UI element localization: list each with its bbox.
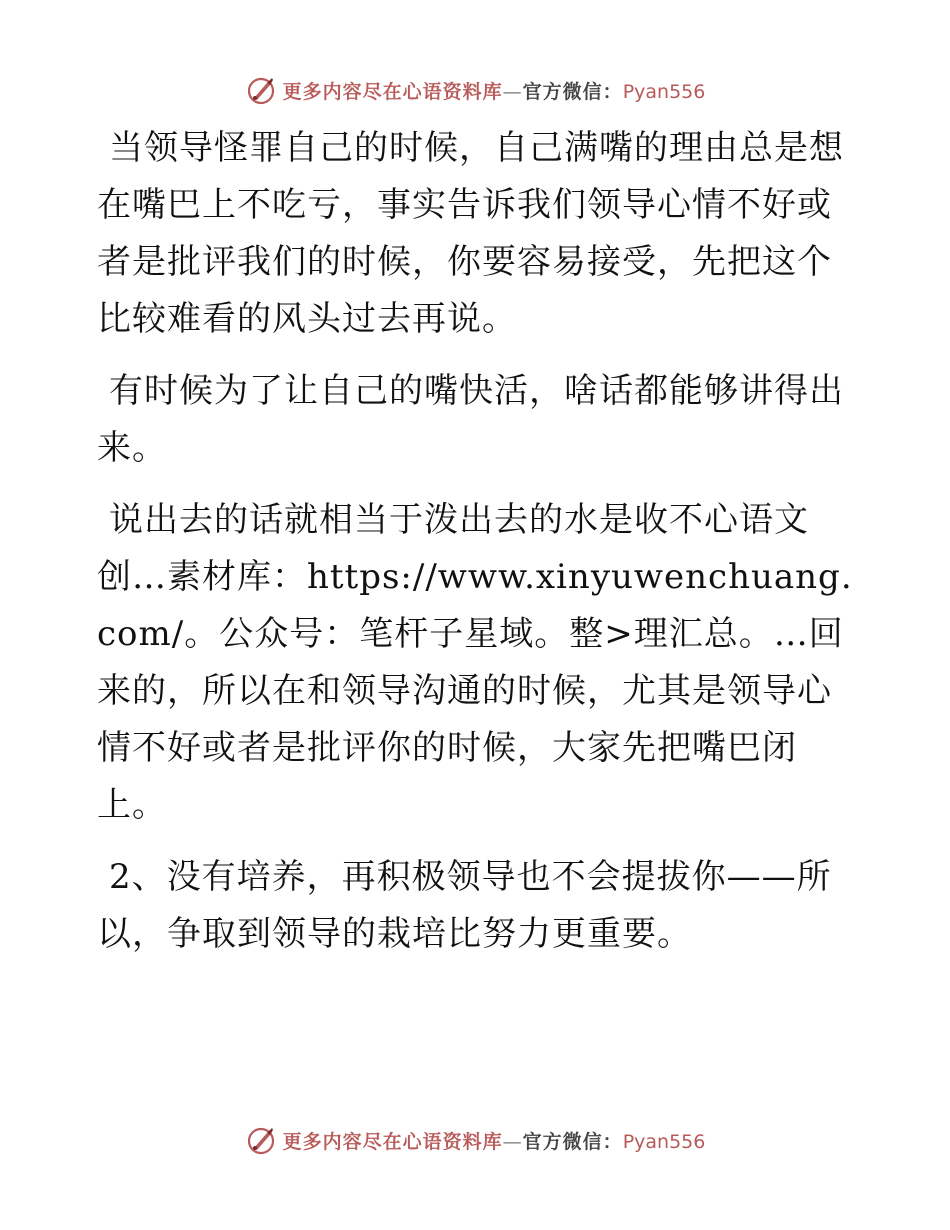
quill-pen-seal-icon [245, 74, 277, 106]
paragraph-4-text: 2、没有培养，再积极领导也不会提拔你——所以，争取到领导的栽培比努力更重要。 [97, 857, 832, 954]
footer-wechat-id: Pyan556 [622, 1130, 706, 1153]
document-body [97, 120, 857, 978]
quill-pen-seal-icon [245, 1124, 277, 1156]
footer-banner-main: 更多内容尽在心语资料库 [282, 1130, 503, 1153]
header-banner-text [283, 77, 706, 104]
header-banner-main: 更多内容尽在心语资料库 [282, 80, 503, 103]
paragraph-3-text: 说出去的话就相当于泼出去的水是收不心语文创…素材库：https://www.xinyuwenchuang.com/。公众号：笔杆子星域。整>理汇总。…回来的，所以在和领导沟通的时候，尤其是领导心情不好或者是批评你的时候，大家先把嘴巴闭上。 [97, 500, 853, 825]
footer-banner-text [283, 1127, 706, 1154]
header-wechat-id: Pyan556 [622, 80, 706, 103]
page-header-banner [0, 70, 950, 110]
page-footer-banner [0, 1120, 950, 1160]
footer-banner-sub: 官方微信： [522, 1130, 623, 1153]
footer-banner-separator: — [502, 1130, 523, 1153]
paragraph-1 [97, 120, 857, 348]
paragraph-3 [97, 492, 857, 834]
header-banner-sub: 官方微信： [522, 80, 623, 103]
paragraph-2-text: 有时候为了让自己的嘴快活，啥话都能够讲得出来。 [97, 371, 844, 468]
header-banner-separator: — [502, 80, 523, 103]
paragraph-4 [97, 849, 857, 963]
paragraph-2 [97, 363, 857, 477]
paragraph-1-text: 当领导怪罪自己的时候，自己满嘴的理由总是想在嘴巴上不吃亏，事实告诉我们领导心情不好或者是批评我们的时候，你要容易接受，先把这个比较难看的风头过去再说。 [97, 128, 844, 339]
